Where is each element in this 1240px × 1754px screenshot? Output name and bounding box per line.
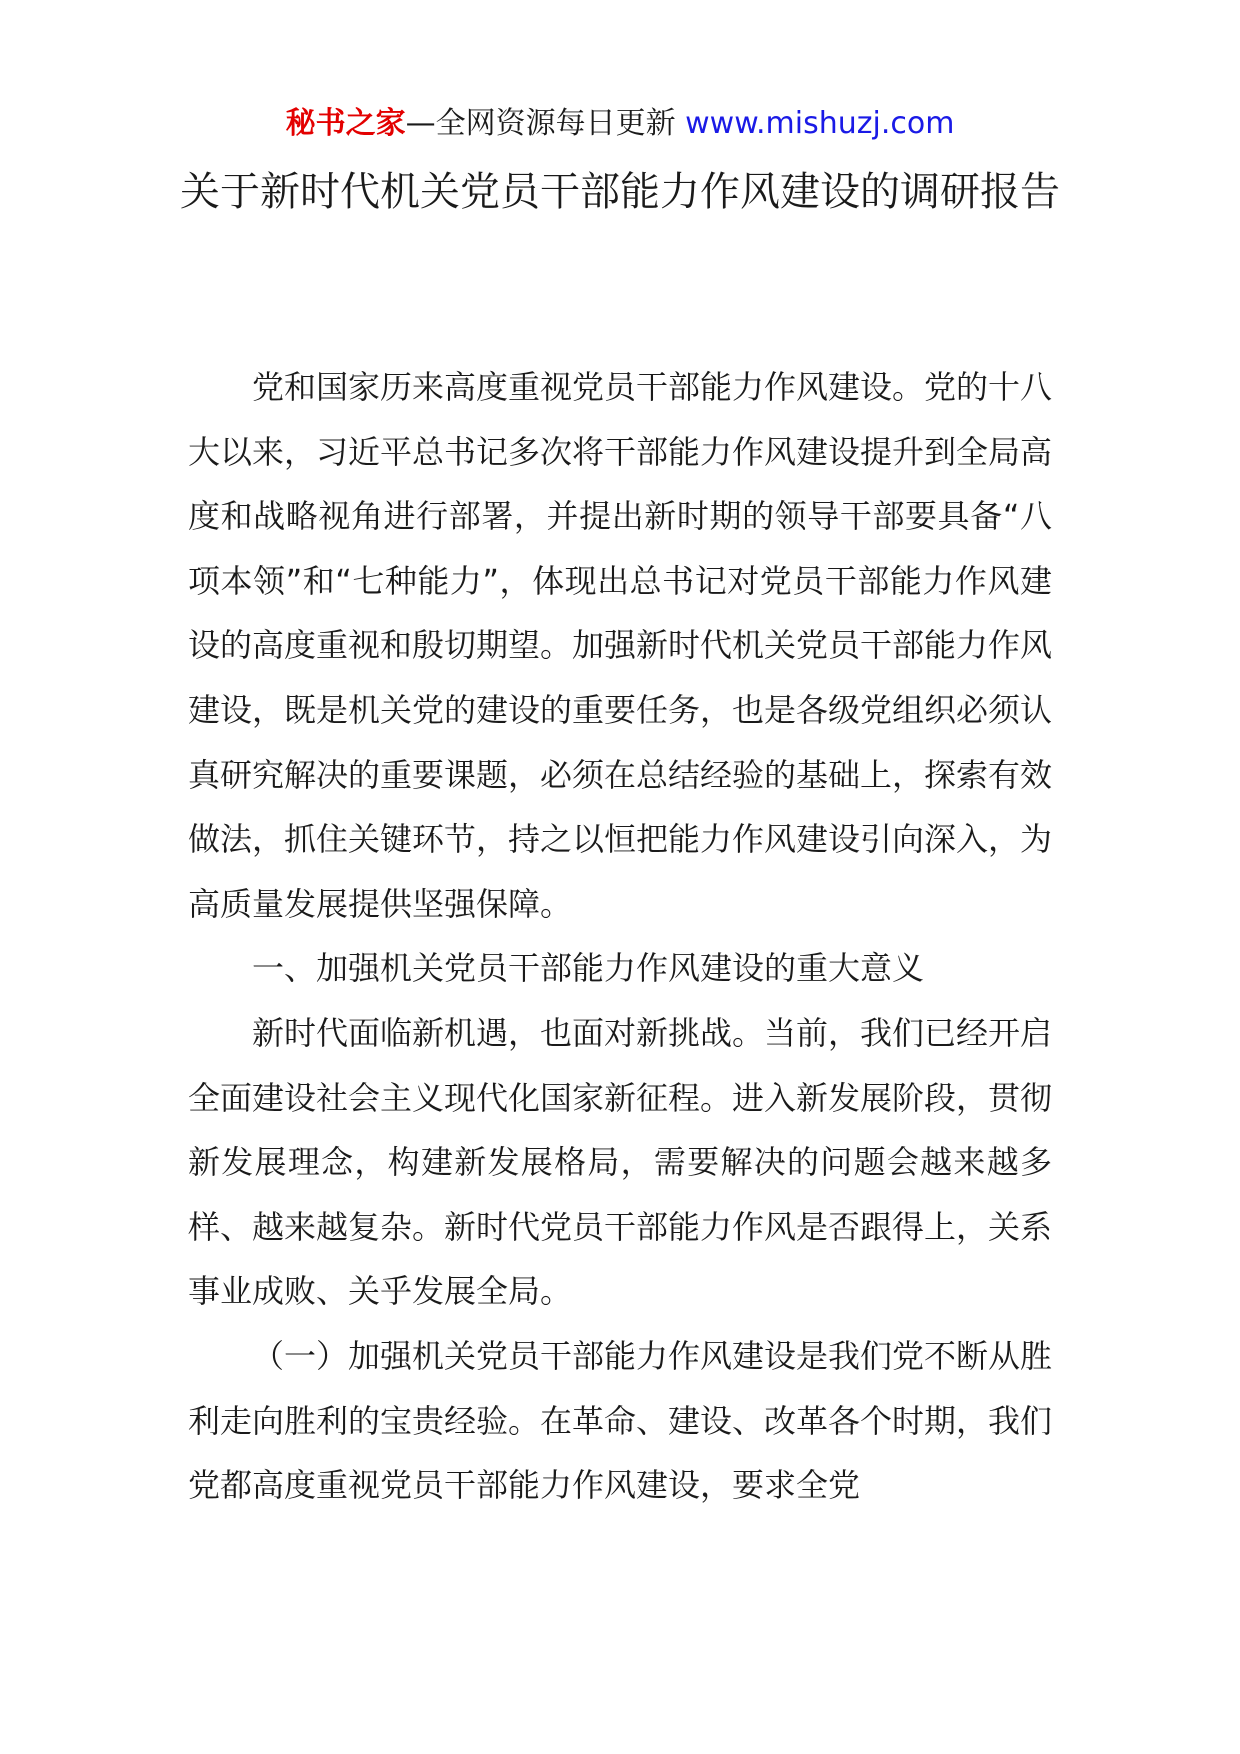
document-title: 关于新时代机关党员干部能力作风建设的调研报告: [180, 169, 1060, 215]
header-slogan: —全网资源每日更新: [405, 106, 676, 141]
site-header: [0, 104, 1240, 144]
subsection-paragraph: （一）加强机关党员干部能力作风建设是我们党不断从胜利走向胜利的宝贵经验。在革命、建设、改革各个时期，我们党都高度重视党员干部能力作风建设，要求全党: [188, 1336, 1053, 1505]
intro-paragraph: 党和国家历来高度重视党员干部能力作风建设。党的十八大以来，习近平总书记多次将干部能力作风建设提升到全局高度和战略视角进行部署，并提出新时期的领导干部要具备“八项本领”和“七种能力”，体现出总书记对党员干部能力作风建设的高度重视和殷切期望。加强新时代机关党员干部能力作风建设，既是机关党的建设的重要任务，也是各级党组织必须认真研究解决的重要课题，必须在总结经验的基础上，探索有效做法，抓住关键环节，持之以恒把能力作风建设引向深入，为高质量发展提供坚强保障。: [188, 368, 1053, 923]
brand-name: 秘书之家: [285, 106, 406, 141]
document-body: [188, 355, 1052, 1518]
section-paragraph: 新时代面临新机遇，也面对新挑战。当前，我们已经开启全面建设社会主义现代化国家新征程。进入新发展阶段，贯彻新发展理念，构建新发展格局，需要解决的问题会越来越多样、越来越复杂。新时代党员干部能力作风是否跟得上，关系事业成败、关乎发展全局。: [188, 1013, 1053, 1311]
section-heading: 一、加强机关党员干部能力作风建设的重大意义: [252, 949, 925, 988]
site-url-link[interactable]: www.mishuzj.com: [685, 106, 955, 141]
